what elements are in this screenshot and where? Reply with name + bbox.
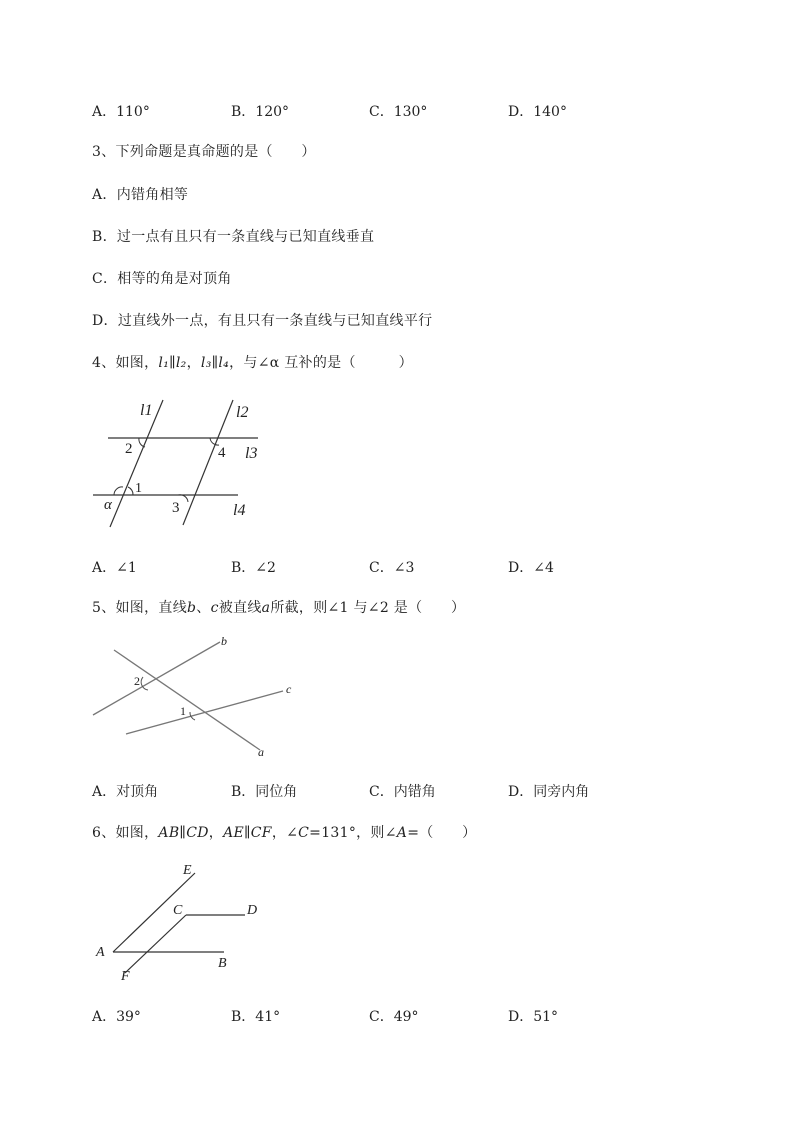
q5-stem	[92, 597, 465, 617]
q6-label-f: F	[121, 969, 130, 984]
q4-line-l1	[110, 400, 163, 527]
q5-option-d[interactable]: D．同旁内角	[508, 784, 590, 800]
q6-ab: AB	[158, 825, 180, 841]
q4-arc-alpha	[114, 487, 123, 495]
q4-label-3: 3	[172, 500, 180, 516]
q4-stem-prefix: 4、如图，	[92, 355, 159, 371]
q6-label-c: C	[173, 903, 183, 918]
q3-option-c[interactable]: C．相等的角是对顶角	[92, 271, 232, 287]
q5-stem-prefix: 5、如图，直线	[92, 600, 188, 616]
q4-l2: l₂	[175, 355, 187, 371]
q2-option-c[interactable]: C．130°	[369, 104, 428, 120]
q2-option-a[interactable]: A．110°	[92, 104, 150, 120]
q4-label-2: 2	[125, 441, 133, 457]
q6-sep2: ，	[271, 825, 287, 841]
q3-option-a[interactable]: A．内错角相等	[92, 187, 189, 203]
q4-label-l1: l1	[140, 402, 153, 419]
q4-label-l2: l2	[236, 404, 249, 421]
q4-parallel-2: ∥	[211, 355, 219, 371]
q4-stem-suffix: ，与∠α 互补的是（ ）	[229, 355, 413, 371]
q5-b: b	[187, 600, 197, 616]
q6-stem-suffix: =（ ）	[407, 825, 477, 841]
q2-option-d[interactable]: D．140°	[508, 104, 567, 120]
q5-label-2: 2	[134, 674, 140, 688]
q4-options	[92, 557, 712, 577]
q6-figure	[90, 858, 270, 988]
q4-option-a[interactable]: A．∠1	[92, 560, 137, 576]
q5-option-b[interactable]: B．同位角	[231, 784, 298, 800]
q4-stem	[92, 352, 413, 372]
q2-options	[92, 101, 712, 121]
q6-label-b: B	[218, 956, 227, 971]
q6-cf: CF	[250, 825, 272, 841]
q5-label-c: c	[286, 682, 292, 696]
q6-option-d[interactable]: D．51°	[508, 1009, 559, 1025]
q5-dun: 、	[196, 600, 211, 616]
q6-option-c[interactable]: C．49°	[369, 1009, 419, 1025]
q4-option-d[interactable]: D．∠4	[508, 560, 554, 576]
q4-sep: ，	[186, 355, 201, 371]
q4-option-c[interactable]: C．∠3	[369, 560, 415, 576]
q5-option-c[interactable]: C．内错角	[369, 784, 436, 800]
q5-stem-mid: 被直线	[218, 600, 262, 616]
q4-label-1: 1	[135, 481, 142, 496]
q5-label-1: 1	[180, 704, 186, 718]
q4-line-l2	[183, 400, 233, 525]
q6-angle-c: ∠C	[286, 825, 310, 841]
q6-label-e: E	[183, 863, 192, 878]
q4-l3: l₃	[200, 355, 212, 371]
q4-figure	[88, 395, 278, 530]
q6-sep1: ，	[208, 825, 224, 841]
q6-label-a: A	[96, 945, 105, 960]
q6-segment-ae	[113, 873, 195, 952]
q6-option-b[interactable]: B．41°	[231, 1009, 281, 1025]
q5-line-a	[114, 650, 260, 750]
q6-stem	[92, 822, 476, 842]
q5-label-b: b	[221, 634, 227, 648]
q6-label-d: D	[247, 903, 258, 918]
q5-option-a[interactable]: A．对顶角	[92, 784, 159, 800]
q3-option-d[interactable]: D．过直线外一点，有且只有一条直线与已知直线平行	[92, 313, 433, 329]
q6-ae: AE	[223, 825, 244, 841]
q6-parallel-1: ∥	[179, 825, 187, 841]
q3-option-b[interactable]: B．过一点有且只有一条直线与已知直线垂直	[92, 229, 375, 245]
q6-eq: =131°，则	[309, 825, 385, 841]
q4-label-4: 4	[218, 445, 226, 461]
q4-label-l3: l3	[245, 445, 258, 462]
q4-arc-3	[178, 495, 188, 502]
q5-a: a	[261, 600, 271, 616]
q5-c: c	[210, 600, 219, 616]
q2-option-b[interactable]: B．120°	[231, 104, 290, 120]
q4-l1: l₁	[158, 355, 170, 371]
q6-segment-cf	[125, 915, 186, 973]
q4-label-l4: l4	[233, 502, 246, 519]
q6-angle-a: ∠A	[384, 825, 408, 841]
q5-figure	[88, 632, 308, 762]
q5-stem-suffix: 所截，则∠1 与∠2 是（ ）	[270, 600, 466, 616]
q6-parallel-2: ∥	[244, 825, 251, 841]
q4-l4: l₄	[218, 355, 230, 371]
q4-option-b[interactable]: B．∠2	[231, 560, 276, 576]
q5-options	[92, 781, 712, 801]
q6-options	[92, 1006, 712, 1026]
q4-arc-1	[128, 487, 133, 495]
q4-parallel-1: ∥	[169, 355, 176, 371]
q6-option-a[interactable]: A．39°	[92, 1009, 141, 1025]
q6-cd: CD	[186, 825, 209, 841]
q3-stem: 3、下列命题是真命题的是（ ）	[92, 144, 316, 160]
q6-stem-prefix: 6、如图，	[92, 825, 159, 841]
q4-label-alpha: α	[104, 497, 112, 513]
q5-label-a: a	[258, 745, 264, 759]
